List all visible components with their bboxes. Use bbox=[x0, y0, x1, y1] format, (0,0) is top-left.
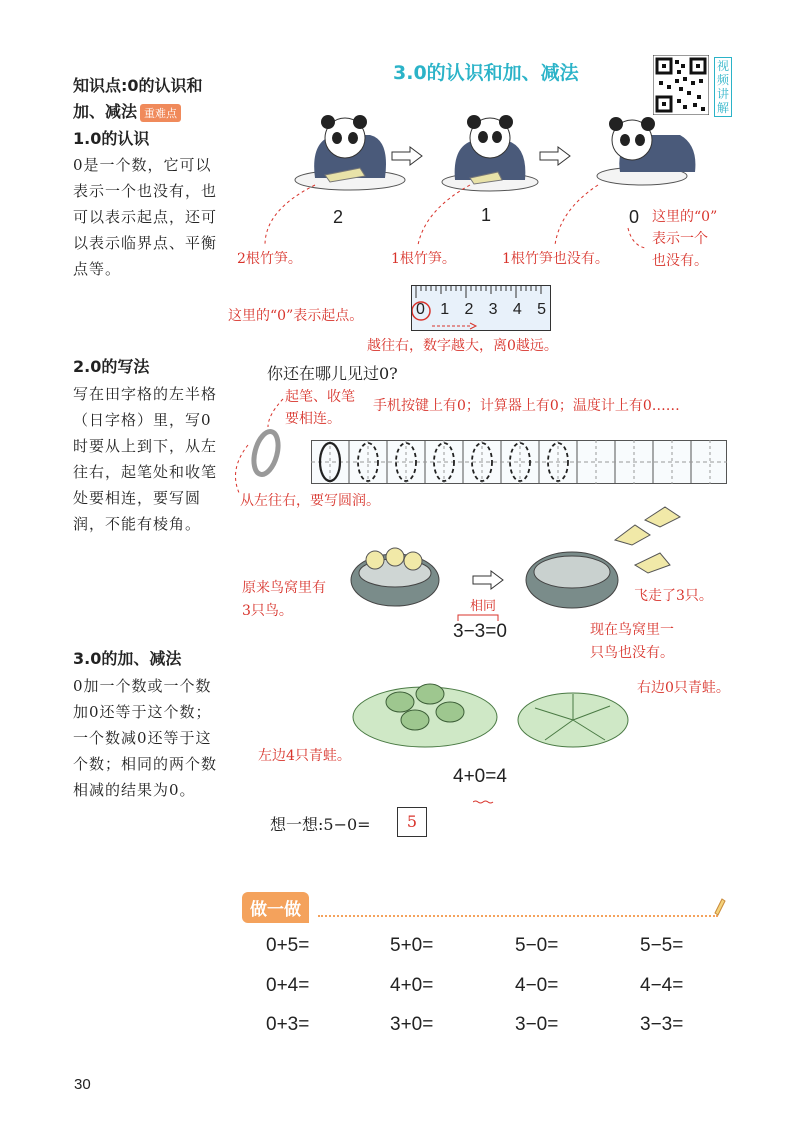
exercise-2-3[interactable]: 3−3= bbox=[640, 1014, 684, 1035]
zero-note-3: 也没有。 bbox=[652, 253, 708, 269]
exercise-2-2[interactable]: 3−0= bbox=[515, 1014, 559, 1035]
lily-pad-with-frogs-illustration bbox=[350, 672, 500, 756]
ruler-digit: 1 bbox=[440, 301, 450, 318]
knowledge-title-2: 加、减法 bbox=[73, 102, 138, 121]
frogs-left-note: 左边4只青蛙。 bbox=[258, 748, 351, 764]
exercise-1-2[interactable]: 4−0= bbox=[515, 975, 559, 996]
panda-note-1: 2根竹笋。 bbox=[237, 251, 302, 267]
exercise-0-1[interactable]: 5+0= bbox=[390, 935, 434, 956]
write-note-bottom: 从左往右，要写圆润。 bbox=[240, 493, 380, 509]
nest-with-birds-illustration bbox=[345, 535, 445, 619]
ruler-left-note: 这里的“0”表示起点。 bbox=[228, 308, 364, 324]
exercise-0-2[interactable]: 5−0= bbox=[515, 935, 559, 956]
ruler bbox=[411, 285, 551, 331]
write-connector-lines bbox=[228, 395, 308, 505]
tianzige-grid bbox=[311, 440, 727, 484]
qr-code[interactable] bbox=[653, 55, 709, 115]
birds-left-note: 原来鸟窝里有 bbox=[242, 580, 326, 596]
ruler-digit: 0 bbox=[416, 301, 425, 318]
exercise-2-0[interactable]: 0+3= bbox=[266, 1014, 310, 1035]
arrow-right-icon bbox=[390, 146, 424, 170]
birds-equation: 3−3=0 bbox=[453, 621, 507, 642]
panda-illustration-2 bbox=[440, 110, 540, 200]
write-note-top: 起笔、收笔 bbox=[285, 389, 355, 405]
think-answer-box[interactable]: 5 bbox=[397, 807, 427, 837]
birds-bottom-note: 现在鸟窝里一 bbox=[590, 622, 674, 638]
practice-divider bbox=[318, 915, 718, 917]
arrow-right-icon bbox=[471, 570, 505, 594]
panda-illustration-3 bbox=[590, 110, 700, 200]
think-label: 想一想:5−0= bbox=[270, 815, 371, 834]
exercise-1-3[interactable]: 4−4= bbox=[640, 975, 684, 996]
panda-count-1: 2 bbox=[333, 207, 344, 227]
panda-count-3: 0 bbox=[629, 207, 640, 227]
exercise-0-0[interactable]: 0+5= bbox=[266, 935, 310, 956]
page-title: 3.0的认识和加、减法 bbox=[393, 62, 579, 84]
knowledge-title: 知识点:0的认识和 bbox=[73, 76, 203, 95]
wavy-underline bbox=[473, 789, 495, 793]
exercise-1-0[interactable]: 0+4= bbox=[266, 975, 310, 996]
qr-label: 视频讲解 bbox=[714, 57, 732, 117]
difficulty-badge: 重难点 bbox=[140, 104, 181, 122]
page-number: 30 bbox=[74, 1076, 91, 1093]
section3-body: 0加一个数或一个数加0还等于这个数；一个数减0还等于这个数；相同的两个数相减的结果为0。 bbox=[73, 677, 218, 799]
ruler-bottom-note: 越往右，数字越大，离0越远。 bbox=[367, 338, 558, 354]
empty-lily-pad-illustration bbox=[515, 688, 635, 754]
where-answer: 手机按键上有0；计算器上有0；温度计上有0…… bbox=[373, 398, 680, 414]
birds-right-note: 飞走了3只。 bbox=[634, 588, 713, 604]
ruler-digit: 2 bbox=[464, 301, 474, 318]
where-question: 你还在哪儿见过0? bbox=[267, 364, 398, 383]
same-label: 相同 bbox=[470, 599, 497, 614]
birds-bottom-note-2: 只鸟也没有。 bbox=[590, 645, 674, 661]
panda-note-3: 1根竹笋也没有。 bbox=[502, 251, 609, 267]
birds-left-note-2: 3只鸟。 bbox=[242, 603, 293, 619]
practice-badge: 做一做 bbox=[242, 892, 309, 923]
section2-title: 2.0的写法 bbox=[73, 357, 150, 376]
section2-body: 写在田字格的左半格（日字格）里，写0时要从上到下，从左往右，起笔处和收笔处要相连，要写圆润，不能有棱角。 bbox=[73, 385, 218, 533]
ruler-digit: 3 bbox=[488, 301, 498, 318]
frogs-right-note: 右边0只青蛙。 bbox=[637, 680, 730, 696]
zero-note-2: 表示一个 bbox=[652, 231, 708, 247]
pencil-icon bbox=[712, 896, 726, 920]
zero-note-1: 这里的“0” bbox=[652, 209, 718, 225]
panda-count-2: 1 bbox=[481, 205, 492, 225]
write-note-top-2: 要相连。 bbox=[285, 411, 341, 427]
panda-note-2: 1根竹笋。 bbox=[391, 251, 456, 267]
frogs-equation: 4+0=4 bbox=[453, 766, 507, 787]
arrow-right-icon bbox=[538, 146, 572, 170]
exercise-2-1[interactable]: 3+0= bbox=[390, 1014, 434, 1035]
section3-title: 3.0的加、减法 bbox=[73, 649, 182, 668]
ruler-digit: 5 bbox=[537, 301, 546, 318]
exercise-0-3[interactable]: 5−5= bbox=[640, 935, 684, 956]
section1-title: 1.0的认识 bbox=[73, 129, 150, 148]
section1-body: 0是一个数，它可以表示一个也没有，也可以表示起点，还可以表示临界点、平衡点等。 bbox=[73, 156, 218, 278]
exercise-1-1[interactable]: 4+0= bbox=[390, 975, 434, 996]
ruler-digit: 4 bbox=[512, 301, 522, 318]
